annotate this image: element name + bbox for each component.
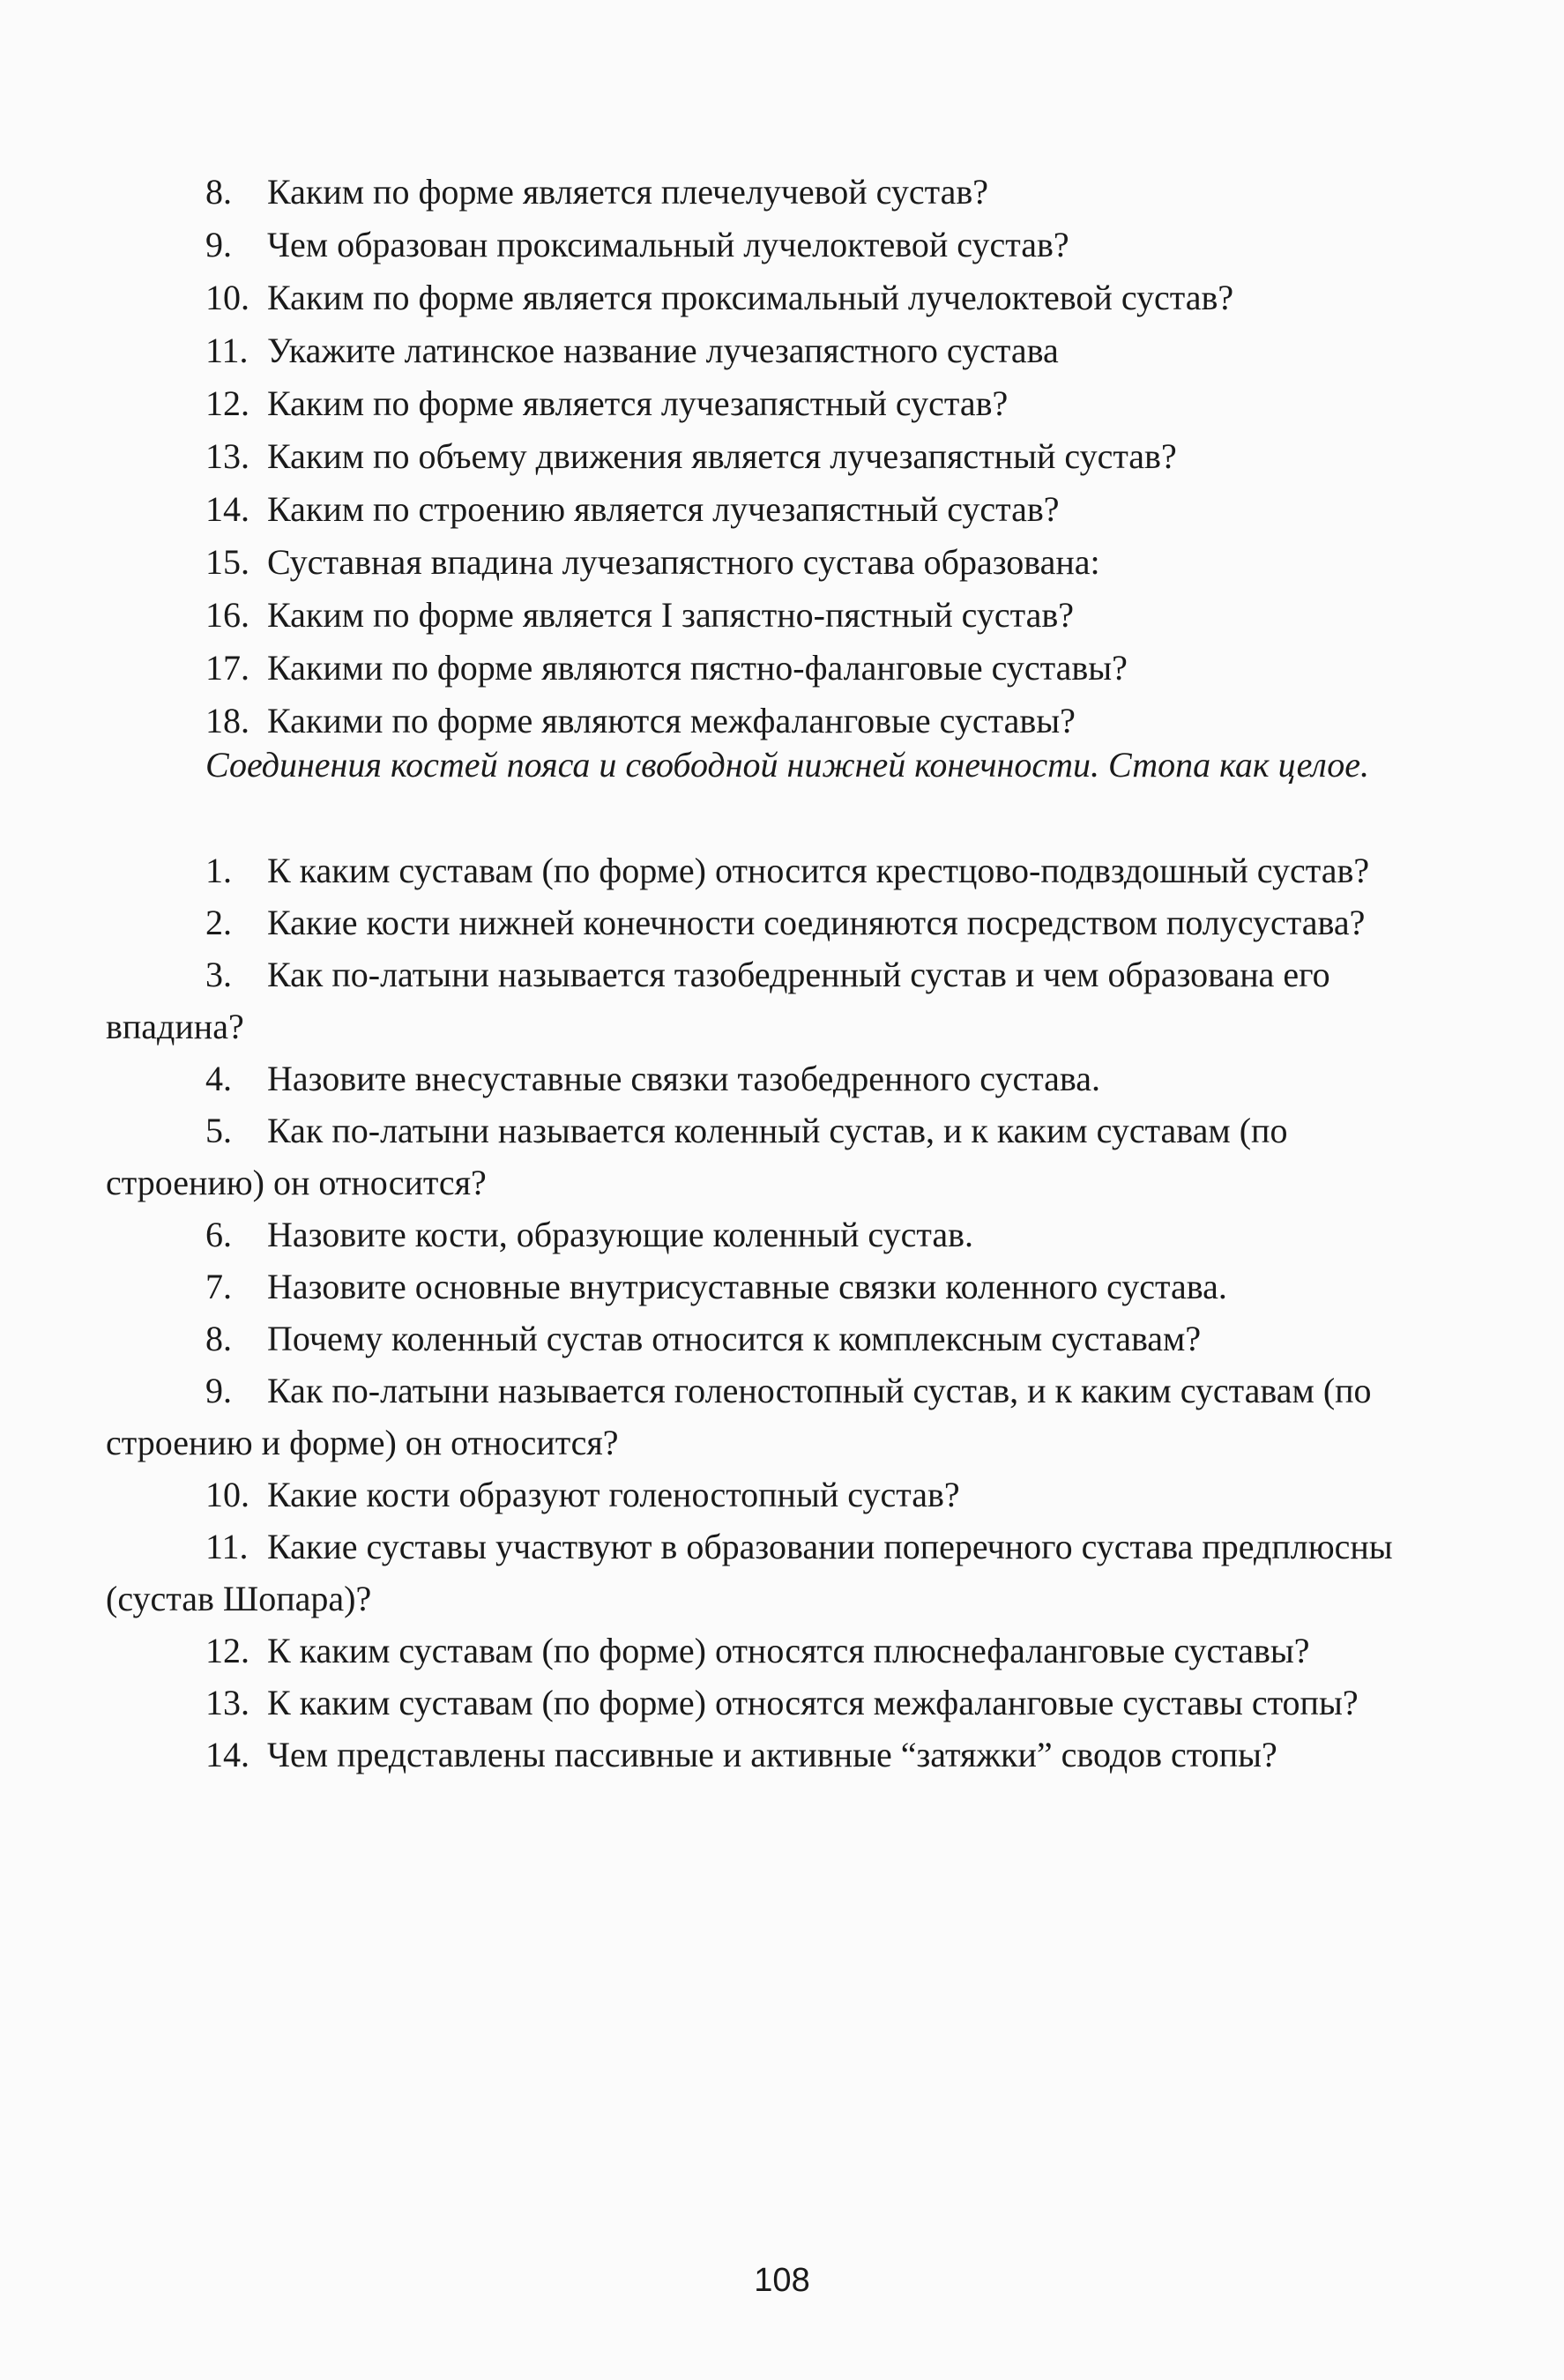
list-item-text: Чем представлены пассивные и активные “затяжки” сводов стопы? bbox=[267, 1735, 1277, 1774]
list-item bbox=[205, 271, 1440, 324]
list-item-number: 5. bbox=[205, 1111, 232, 1150]
list-item-number: 8. bbox=[205, 172, 232, 212]
list-item-text: Как по-латыни называется тазобедренный сустав и чем образована его впадина? bbox=[106, 955, 1330, 1046]
list-item-number: 16. bbox=[205, 595, 249, 635]
question-list-lower-limb bbox=[106, 844, 1446, 1781]
list-item-text: Каким по форме является проксимальный лучелоктевой сустав? bbox=[267, 278, 1234, 317]
list-item-text: К каким суставам (по форме) относятся плюснефаланговые суставы? bbox=[267, 1631, 1310, 1670]
list-item-text: К каким суставам (по форме) относятся межфаланговые суставы стопы? bbox=[267, 1683, 1359, 1722]
list-item bbox=[106, 1729, 1446, 1781]
list-item-text: К каким суставам (по форме) относится крестцово-подвздошный сустав? bbox=[267, 851, 1370, 890]
list-item bbox=[106, 1261, 1446, 1313]
list-item-number: 13. bbox=[205, 1683, 249, 1722]
list-item bbox=[106, 1313, 1446, 1365]
list-item bbox=[106, 896, 1446, 948]
list-item-text: Какие кости образуют голеностопный сустав? bbox=[267, 1475, 960, 1514]
list-item-text: Какими по форме являются межфаланговые суставы? bbox=[267, 701, 1076, 740]
list-item-number: 9. bbox=[205, 225, 232, 264]
list-item-number: 12. bbox=[205, 383, 249, 423]
list-item-number: 11. bbox=[205, 1527, 249, 1566]
list-item-number: 14. bbox=[205, 1735, 249, 1774]
list-item-text: Укажите латинское название лучезапястного сустава bbox=[267, 331, 1059, 370]
list-item-text: Назовите основные внутрисуставные связки коленного сустава. bbox=[267, 1267, 1227, 1306]
list-item bbox=[106, 1677, 1446, 1729]
list-item-number: 2. bbox=[205, 903, 232, 942]
question-list-upper-limb bbox=[205, 166, 1440, 747]
list-item-text: Каким по форме является лучезапястный сустав? bbox=[267, 383, 1009, 423]
list-item-number: 11. bbox=[205, 331, 249, 370]
list-item bbox=[106, 1469, 1446, 1521]
list-item bbox=[106, 1521, 1446, 1625]
list-item-number: 15. bbox=[205, 542, 249, 582]
list-item-number: 4. bbox=[205, 1059, 232, 1098]
page-number: 108 bbox=[754, 2262, 810, 2299]
list-item-number: 7. bbox=[205, 1267, 232, 1306]
list-item-text: Каким по форме является I запястно-пястный сустав? bbox=[267, 595, 1075, 635]
list-item bbox=[205, 324, 1440, 377]
list-item-text: Какие кости нижней конечности соединяются посредством полусустава? bbox=[267, 903, 1366, 942]
list-item-number: 1. bbox=[205, 851, 232, 890]
list-item-text: Чем образован проксимальный лучелоктевой сустав? bbox=[267, 225, 1069, 264]
section-heading: Соединения костей пояса и свободной нижней конечности. Стопа как целое. bbox=[205, 745, 1370, 785]
list-item bbox=[205, 483, 1440, 536]
list-item-number: 14. bbox=[205, 489, 249, 529]
list-item bbox=[205, 642, 1440, 695]
list-item bbox=[106, 844, 1446, 896]
list-item-number: 17. bbox=[205, 648, 249, 688]
list-item-text: Какими по форме являются пястно-фаланговые суставы? bbox=[267, 648, 1128, 688]
list-item-number: 13. bbox=[205, 436, 249, 476]
list-item bbox=[106, 1625, 1446, 1677]
list-item-number: 10. bbox=[205, 1475, 249, 1514]
list-item bbox=[106, 948, 1446, 1052]
list-item-text: Как по-латыни называется голеностопный сустав, и к каким суставам (по строению и форме) он относится? bbox=[106, 1371, 1372, 1462]
list-item-text: Суставная впадина лучезапястного сустава образована: bbox=[267, 542, 1100, 582]
list-item bbox=[106, 1365, 1446, 1469]
list-item bbox=[205, 377, 1440, 430]
list-item-number: 18. bbox=[205, 701, 249, 740]
list-item-text: Назовите кости, образующие коленный сустав. bbox=[267, 1215, 973, 1254]
list-item-text: Назовите внесуставные связки тазобедренного сустава. bbox=[267, 1059, 1101, 1098]
list-item bbox=[106, 1209, 1446, 1261]
list-item bbox=[205, 166, 1440, 219]
list-item-text: Почему коленный сустав относится к комплексным суставам? bbox=[267, 1319, 1202, 1358]
list-item bbox=[205, 536, 1440, 589]
list-item bbox=[106, 1104, 1446, 1209]
list-item-text: Каким по объему движения является лучезапястный сустав? bbox=[267, 436, 1177, 476]
list-item-number: 6. bbox=[205, 1215, 232, 1254]
list-item-text: Каким по форме является плечелучевой сустав? bbox=[267, 172, 989, 212]
list-item-text: Каким по строению является лучезапястный сустав? bbox=[267, 489, 1060, 529]
list-item-number: 10. bbox=[205, 278, 249, 317]
list-item bbox=[205, 430, 1440, 483]
list-item bbox=[205, 589, 1440, 642]
list-item-text: Как по-латыни называется коленный сустав, и к каким суставам (по строению) он относится? bbox=[106, 1111, 1288, 1202]
list-item-number: 8. bbox=[205, 1319, 232, 1358]
list-item bbox=[106, 1052, 1446, 1104]
list-item-text: Какие суставы участвуют в образовании поперечного сустава предплюсны (сустав Шопара)? bbox=[106, 1527, 1393, 1618]
list-item bbox=[205, 219, 1440, 271]
list-item-number: 12. bbox=[205, 1631, 249, 1670]
list-item-number: 9. bbox=[205, 1371, 232, 1410]
list-item-number: 3. bbox=[205, 955, 232, 994]
